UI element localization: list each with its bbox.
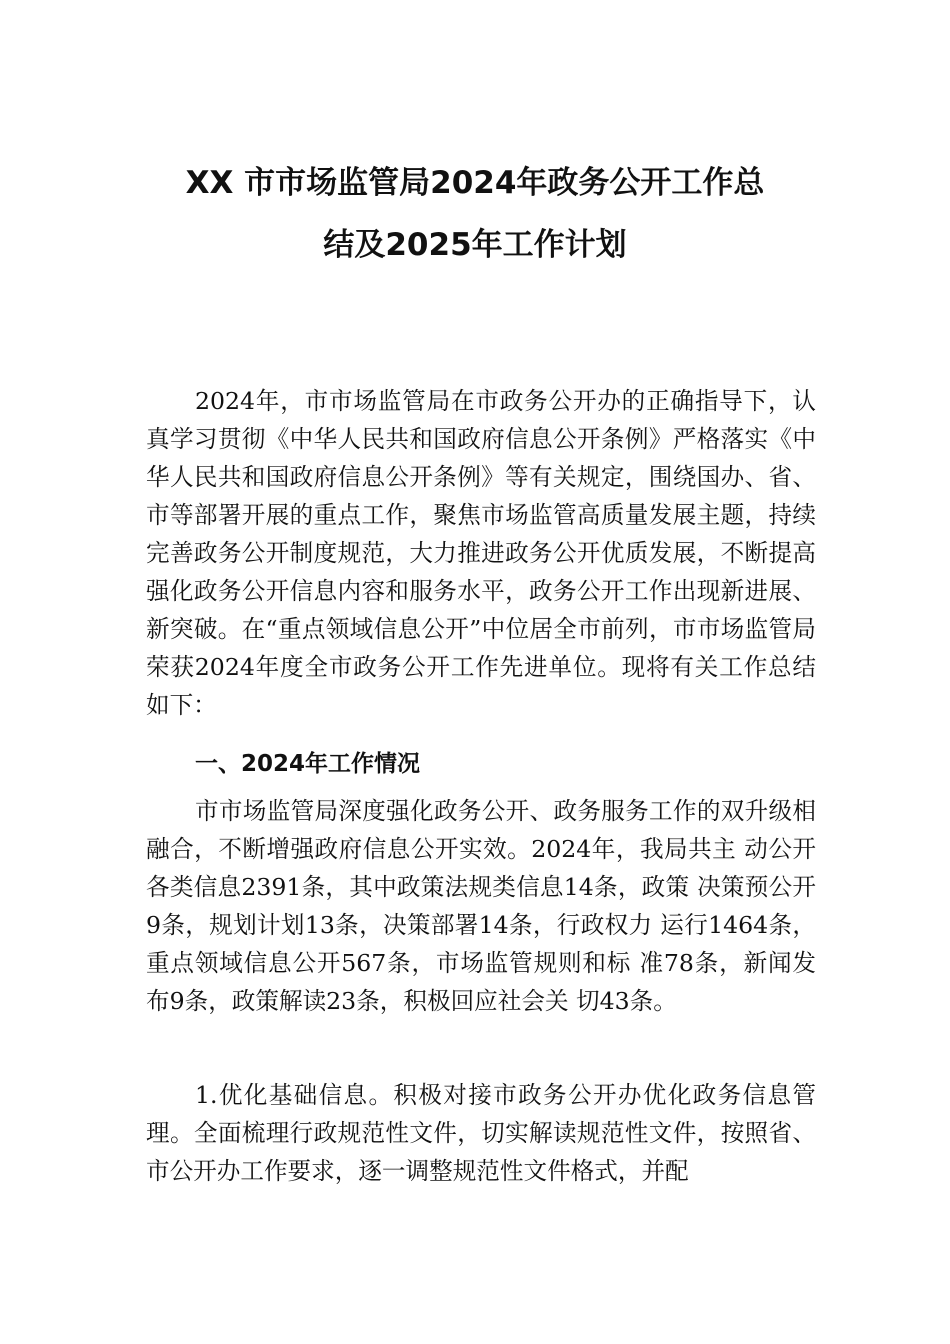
intro-paragraph: 2024年，市市场监管局在市政务公开办的正确指导下，认真学习贯彻《中华人民共和国政府信息公开条例》严格落实《中华人民共和国政府信息公开条例》等有关规定，围绕国办、省、市等部署开展的重点工作，聚焦市场监管高质量发展主题，持续完善政务公开制度规范，大力推进政务公开优质发展，不断提高强化政务公开信息内容和服务水平，政务公开工作出现新进展、新突破。在“重点领域信息公开”中位居全市前列，市市场监管局荣获2024年度全市政务公开工作先进单位。现将有关工作总结如下： <box>146 387 816 719</box>
item-1-paragraph: 1.优化基础信息。积极对接市政务公开办优化政务信息管理。全面梳理行政规范性文件，切实解读规范性文件，按照省、市公开办工作要求，逐一调整规范性文件格式，并配 <box>146 1081 816 1185</box>
document-title-line-1: XX 市市场监管局2024年政务公开工作总 <box>185 165 765 201</box>
section-heading-1: 一、2024年工作情况 <box>195 751 421 777</box>
section-1-paragraph: 市市场监管局深度强化政务公开、政务服务工作的双升级相融合，不断增强政府信息公开实效。2024年，我局共主 动公开各类信息2391条，其中政策法规类信息14条，政策 决策预公开9条，规划计划13条，决策部署14条，行政权力 运行1464条，重点领域信息公开567条，市场监管规则和标 准78条，新闻发布9条，政策解读23条，积极回应社会关 切43条。 <box>146 797 816 1015</box>
document-title-line-2: 结及2025年工作计划 <box>323 227 627 263</box>
